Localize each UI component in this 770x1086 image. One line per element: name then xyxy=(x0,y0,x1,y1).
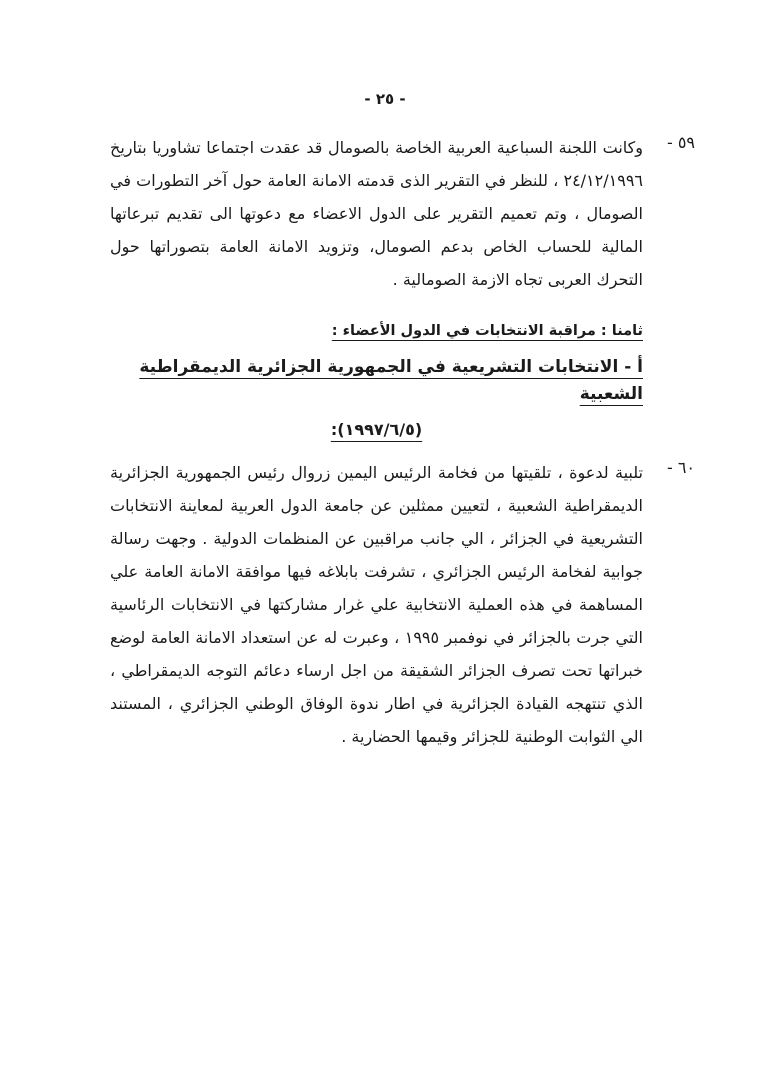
paragraph-59 xyxy=(110,132,695,297)
paragraph-59-number: ٥٩ - xyxy=(666,133,695,152)
section-heading-election-monitoring: ثامنا : مراقبة الانتخابات في الدول الأعضاء : xyxy=(331,322,643,339)
document-body xyxy=(110,132,695,754)
election-date-heading: (١٩٩٧/٦/٥): xyxy=(330,420,423,440)
paragraph-60-text: تلبية لدعوة ، تلقيتها من فخامة الرئيس اليمين زروال رئيس الجمهورية الجزائرية الديمقراطية الشعبية ، لتعيين ممثلين عن جامعة الدول العربية لمعاينة الانتخابات التشريعية في الجزائر ، الي جانب مراقبين عن المنظمات الدولية . وجهت رسالة جوابية لفخامة الرئيس الجزائري ، تشرفت بابلاغه فيها موافقة الامانة العامة علي المساهمة في هذه العملية الانتخابية علي غرار مشاركتها في الانتخابات الرئاسية التي جرت بالجزائر في نوفمبر ١٩٩٥ ، وعبرت له عن استعداد الامانة العامة لوضع خبراتها تحت تصرف الجزائر الشقيقة من اجل ارساء دعائم التوجه الديمقراطي ، الذي تنتهجه القيادة الجزائرية في اطار ندوة الوفاق الوطني الجزائري ، المستند الي الثوابت الوطنية للجزائر وقيمها الحضارية . xyxy=(110,463,643,746)
page-number: - ٢٥ - xyxy=(364,90,406,108)
paragraph-59-text: وكانت اللجنة السباعية العربية الخاصة بالصومال قد عقدت اجتماعا تشاوريا بتاريخ ٢٤/١٢/١٩٩٦ ، للنظر في التقرير الذى قدمته الامانة العامة حول آخر التطورات في الصومال ، وتم تعميم التقرير على الدول الاعضاء مع دعوتها الى تقديم تبرعاتها المالية للحساب الخاص بدعم الصومال، وتزويد الامانة العامة بتصوراتها حول التحرك العربى تجاه الازمة الصومالية . xyxy=(110,138,643,289)
paragraph-60-number: ٦٠ - xyxy=(666,458,695,478)
subsection-heading-algeria-elections: أ - الانتخابات التشريعية في الجمهورية الجزائرية الديمقراطية الشعبية xyxy=(139,356,643,404)
paragraph-60 xyxy=(110,457,695,754)
